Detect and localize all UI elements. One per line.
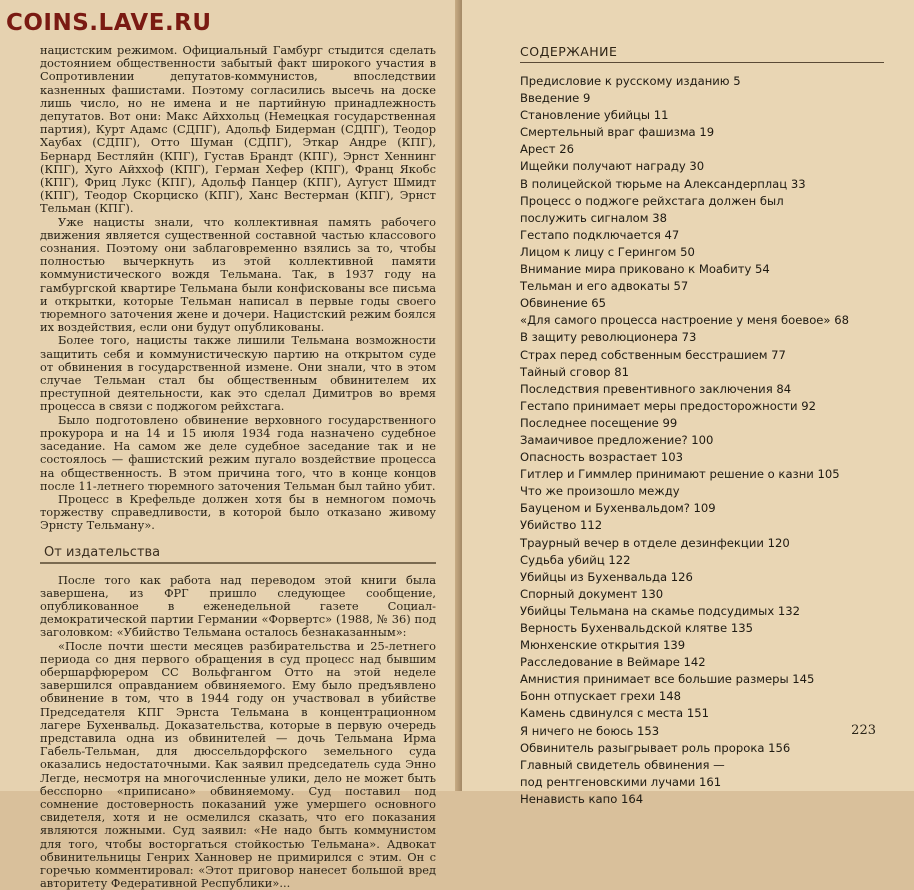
toc-entry: Убийство 112 xyxy=(520,518,603,533)
toc-entry: послужить сигналом 38 xyxy=(520,210,667,225)
toc-entry: Амнистия принимает все большие размеры 145 xyxy=(520,672,815,687)
toc-entry: Бонн отпускает грехи 148 xyxy=(520,689,682,704)
watermark: COINS.LAVE.RU xyxy=(6,10,212,36)
toc-entry: Опасность возрастает 103 xyxy=(520,450,683,465)
toc-entry: Убийцы Тельмана на скамье подсудимых 132 xyxy=(520,603,800,618)
toc-entry: Введение 9 xyxy=(520,91,591,106)
toc-entry: Я ничего не боюсь 153 xyxy=(520,723,660,738)
toc-list xyxy=(520,73,884,808)
toc-entry: Процесс о поджоге рейхстага должен был xyxy=(520,193,784,208)
paragraph: Уже нацисты знали, что коллективная память рабочего движения является существенной составной частью классового сознания. Поэтому они заблаговременно взялись за то, чтобы полностью вычеркнуть из этой коллективной памяти коммунистического вождя Тельмана. Так, в 1937 году на гамбургской квартире Тельмана были конфискованы все письма и открытки, которые Тельман написал в первые годы своего тюремного заточения жене и дочери. Нацистский режим боялся их воздействия, если они будут опубликованы. xyxy=(40,214,436,335)
toc-entry: Судьба убийц 122 xyxy=(520,552,631,567)
toc-entry: Тельман и его адвокаты 57 xyxy=(520,279,689,294)
toc-entry: Траурный вечер в отделе дезинфекции 120 xyxy=(520,535,790,550)
toc-entry: Страх перед собственным бесстрашием 77 xyxy=(520,347,786,362)
toc-entry: Ненависть капо 164 xyxy=(520,791,644,806)
toc-entry: Тайный сговор 81 xyxy=(520,364,629,379)
paragraph: нацистским режимом. Официальный Гамбург стыдится сделать достоянием общественности забытый факт широкого участия в Сопротивлении депутатов-коммунистов, впоследствии казненных фашистами. Поэтому согласились высечь на доске лишь число, но не имена и не партийную принадлежность депутатов. Вот они: Макс Айххольц (Немецкая государственная партия), Курт Адамс (СДПГ), Адольф Бидерман (СДПГ), Теодор Хаубах (СДПГ), Отто Шуман (СДПГ), Эткар Андре (КПГ), Бернард Бестляйн (КПГ), Густав Брандт (КПГ), Эрнст Хеннинг (КПГ), Хуго Айххоф (КПГ), Герман Хефер (КПГ), Франц Якобс (КПГ), Фриц Лукс (КПГ), Адольф Панцер (КПГ), Аугуст Шмидт (КПГ), Теодор Скорциско (КПГ), Ханс Вестерман (КПГ), Эрнст Тельман (КПГ). xyxy=(40,43,436,216)
toc-entry: Предисловие к русскому изданию 5 xyxy=(520,74,741,88)
toc-entry: Ищейки получают награду 30 xyxy=(520,159,705,174)
section-title: От издательства xyxy=(44,544,161,560)
toc-entry: Становление убийцы 11 xyxy=(520,108,669,123)
toc-entry: Лицом к лицу с Герингом 50 xyxy=(520,244,695,259)
toc-entry: Замаичивое предложение? 100 xyxy=(520,432,714,447)
publisher-text xyxy=(40,574,436,890)
toc-entry: Гитлер и Гиммлер принимают решение о казни 105 xyxy=(520,467,840,482)
toc-entry: Обвинитель разыгрывает роль пророка 156 xyxy=(520,740,791,755)
paragraph: Было подготовлено обвинение верховного государственного прокурора и на 14 и 15 июля 1934 года назначено судебное заседание. На самом же деле судебное заседание так и не состоялось — фашистский режим пугало воздействие процесса на общественность. В этом причина того, что в конце концов после 11-летнего тюремного заточения Тельман был тайно убит. xyxy=(40,412,436,493)
toc-entry: Последствия превентивного заключения 84 xyxy=(520,381,792,396)
toc-entry: Последнее посещение 99 xyxy=(520,415,678,430)
toc-entry: Гестапо принимает меры предосторожности 92 xyxy=(520,398,816,413)
intro-text xyxy=(40,44,436,533)
toc-entry: Обвинение 65 xyxy=(520,296,607,311)
section-heading xyxy=(40,545,436,564)
toc-entry: Гестапо подключается 47 xyxy=(520,227,680,242)
toc-entry: Смертельный враг фашизма 19 xyxy=(520,125,715,140)
toc-entry: Бауценом и Бухенвальдом? 109 xyxy=(520,501,716,516)
toc-entry: Расследование в Веймаре 142 xyxy=(520,655,706,670)
toc-entry: Камень сдвинулся с места 151 xyxy=(520,706,709,721)
toc-entry: В полицейской тюрьме на Александерплац 33 xyxy=(520,176,806,191)
toc-entry: Мюнхенские открытия 139 xyxy=(520,638,686,653)
toc-entry: Внимание мира приковано к Моабиту 54 xyxy=(520,262,770,277)
toc-entry: Верность Бухенвальдской клятве 135 xyxy=(520,621,753,635)
page-number: 223 xyxy=(851,723,876,738)
paragraph: «После почти шести месяцев разбирательства и 25-летнего периода со дня первого обращения в суд процесс над бывшим обершарфюрером СС Вольфгангом Отто на этой неделе завершился оправданием обвиняемого. Ему было предъявлено обвинение в том, что в 1944 году он участвовал в убийстве Председателя КПГ Эрнста Тельмана в концентрационном лагере Бухенвальд. Доказательства, которые в первую очередь представила одна из обвинителей — дочь Тельмана Ирма Габель-Тельман, для дюссельдорфского земельного суда оказались недостаточными. Как заявил председатель суда Энно Легде, несмотря на многочисленные улики, дело не может быть бесспорно «приписано» обвиняемому. Суд поставил под сомнение достоверность показаний уже умершего основного свидетеля, хотя и не осмелился сказать, что его показания являются ложными. Суд заявил: «Не надо быть коммунистом для того, чтобы восторгаться стойкостью Тельмана». Адвокат обвинительницы Генрих Ханновер не примирился с этим. Он с горечью комментировал: «Этот приговор нанесет большой вред авторитету Федеративной Республики»... xyxy=(40,638,436,890)
toc-entry: Что же произошло между xyxy=(520,484,680,499)
toc-entry: Убийцы из Бухенвальда 126 xyxy=(520,569,693,584)
toc-entry: «Для самого процесса настроение у меня боевое» 68 xyxy=(520,313,849,328)
toc-entry: Арест 26 xyxy=(520,142,574,157)
paragraph: После того как работа над переводом этой книги была завершена, из ФРГ пришло следующее сообщение, опубликованное в еженедельной газете Социал-демократической партии Германии «Форвертс» (1988, № 36) под заголовком: «Убийство Тельмана осталось безнаказанным»: xyxy=(40,572,436,640)
toc-heading: СОДЕРЖАНИЕ xyxy=(520,44,884,63)
toc-entry: Главный свидетель обвинения — xyxy=(520,757,725,772)
toc-entry: В защиту революционера 73 xyxy=(520,330,697,345)
right-page xyxy=(462,0,914,806)
paragraph: Более того, нацисты также лишили Тельмана возможности защитить себя и коммунистическую партию на открытом суде от обвинения в государственной измене. Они знали, что в этом случае Тельман стал бы общественным обвинителем их преступной деятельности, как это сделал Димитров во время процесса в связи с поджогом рейхстага. xyxy=(40,333,436,414)
paragraph: Процесс в Крефельде должен хотя бы в немногом помочь торжеству справедливости, в которой было отказано живому Эрнсту Тельману». xyxy=(40,491,436,533)
toc-entry: под рентгеновскими лучами 161 xyxy=(520,774,722,789)
toc-entry: Спорный документ 130 xyxy=(520,586,664,601)
